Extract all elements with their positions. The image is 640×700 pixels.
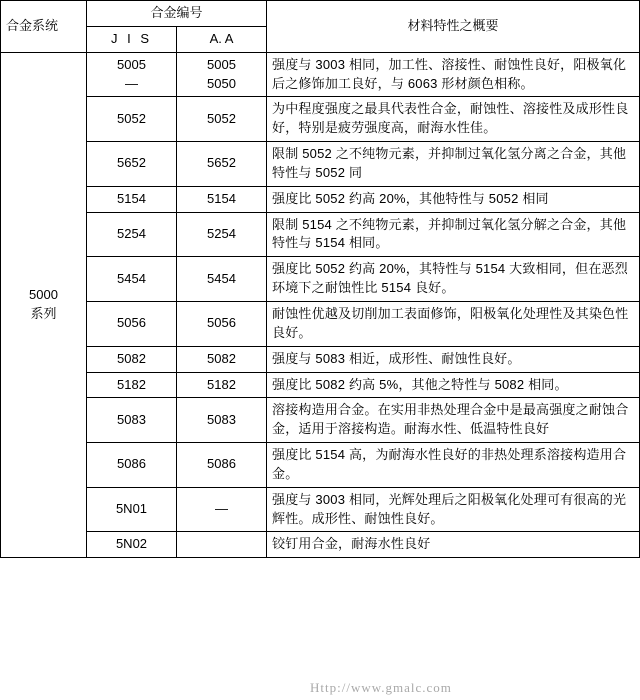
aa-line1: 5005 xyxy=(207,56,236,72)
cell-aa: 5454 xyxy=(177,257,267,302)
cell-jis: 5082 xyxy=(87,346,177,372)
cell-description: 强度比 5154 高，为耐海水性良好的非热处理系溶接构造用合金。 xyxy=(267,443,640,488)
table-row xyxy=(1,212,640,257)
cell-aa: 5154 xyxy=(177,186,267,212)
table-row xyxy=(1,346,640,372)
table-row xyxy=(1,142,640,187)
cell-aa: 5056 xyxy=(177,301,267,346)
cell-description: 限制 5154 之不纯物元素，并抑制过氧化氢分解之合金，其他特性与 5154 相同。 xyxy=(267,212,640,257)
cell-jis: 5056 xyxy=(87,301,177,346)
table-row xyxy=(1,443,640,488)
cell-jis: 5154 xyxy=(87,186,177,212)
header-alloy-number: 合金编号 xyxy=(87,1,267,27)
table-row xyxy=(1,52,640,97)
cell-jis: 5182 xyxy=(87,372,177,398)
header-description: 材料特性之概要 xyxy=(267,1,640,53)
aa-line2: 5050 xyxy=(207,75,236,91)
cell-jis: 5454 xyxy=(87,257,177,302)
table-row xyxy=(1,186,640,212)
header-aa: A. A xyxy=(177,26,267,52)
alloy-system-5000 xyxy=(1,52,87,558)
cell-aa xyxy=(177,532,267,558)
cell-jis: 5652 xyxy=(87,142,177,187)
table-row xyxy=(1,532,640,558)
table-row xyxy=(1,372,640,398)
cell-jis: 5086 xyxy=(87,443,177,488)
cell-aa xyxy=(177,52,267,97)
cell-aa: — xyxy=(177,487,267,532)
cell-description: 耐蚀性优越及切削加工表面修饰，阳极氧化处理性及其染色性良好。 xyxy=(267,301,640,346)
cell-description: 铰钉用合金，耐海水性良好 xyxy=(267,532,640,558)
cell-description: 强度与 3003 相同，加工性、溶接性、耐蚀性良好，阳极氧化后之修饰加工良好，与 6063 形材颜色相称。 xyxy=(267,52,640,97)
cell-jis: 5N02 xyxy=(87,532,177,558)
cell-description: 强度比 5082 约高 5%，其他之特性与 5082 相同。 xyxy=(267,372,640,398)
cell-description: 溶接构造用合金。在实用非热处理合金中是最高强度之耐蚀合金，适用于溶接构造。耐海水性、低温特性良好 xyxy=(267,398,640,443)
cell-description: 为中程度强度之最具代表性合金，耐蚀性、溶接性及成形性良好，特别是疲劳强度高，耐海水性佳。 xyxy=(267,97,640,142)
cell-aa: 5086 xyxy=(177,443,267,488)
header-jis: J I S xyxy=(87,26,177,52)
cell-description: 限制 5052 之不纯物元素，并抑制过氧化氢分离之合金，其他特性与 5052 同 xyxy=(267,142,640,187)
cell-aa: 5052 xyxy=(177,97,267,142)
table-header-row-1 xyxy=(1,1,640,27)
cell-aa: 5254 xyxy=(177,212,267,257)
cell-aa: 5082 xyxy=(177,346,267,372)
table-row xyxy=(1,97,640,142)
table-row xyxy=(1,257,640,302)
table-row xyxy=(1,301,640,346)
cell-description: 强度与 3003 相同，光辉处理后之阳极氧化处理可有很高的光辉性。成形性、耐蚀性良好。 xyxy=(267,487,640,532)
cell-aa: 5083 xyxy=(177,398,267,443)
cell-aa: 5182 xyxy=(177,372,267,398)
cell-description: 强度与 5083 相近，成形性、耐蚀性良好。 xyxy=(267,346,640,372)
jis-line2: — xyxy=(125,75,138,91)
watermark-text: Http://www.gmalc.com xyxy=(310,680,452,695)
table-row xyxy=(1,487,640,532)
alloy-system-label-line1: 5000 xyxy=(29,287,58,303)
cell-aa: 5652 xyxy=(177,142,267,187)
table-row xyxy=(1,398,640,443)
cell-jis: 5083 xyxy=(87,398,177,443)
alloy-system-label-line2: 系列 xyxy=(30,305,57,321)
cell-description: 强度比 5052 约高 20%，其特性与 5154 大致相同，但在恶烈环境下之耐蚀性比 5154 良好。 xyxy=(267,257,640,302)
cell-jis: 5254 xyxy=(87,212,177,257)
jis-line1: 5005 xyxy=(117,56,146,72)
cell-description: 强度比 5052 约高 20%，其他特性与 5052 相同 xyxy=(267,186,640,212)
cell-jis xyxy=(87,52,177,97)
header-alloy-system: 合金系统 xyxy=(1,1,87,53)
cell-jis: 5052 xyxy=(87,97,177,142)
cell-jis: 5N01 xyxy=(87,487,177,532)
